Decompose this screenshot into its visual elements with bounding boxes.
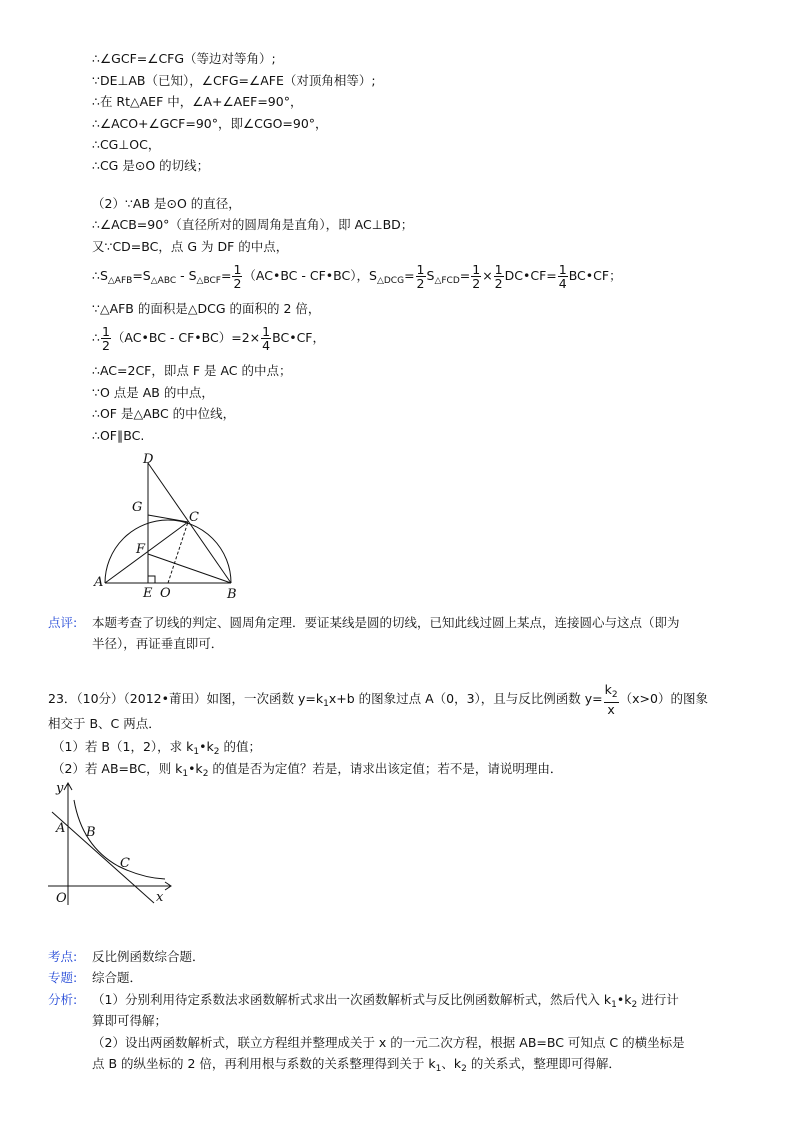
q23-part-2: （2）若 AB=BC，则 $k_1•k_2$ 的值是否为定值？若是，请求出该定值；若不是，请说明理由． (52, 761, 563, 779)
line-oc-dashed (168, 522, 188, 583)
comment-text-1: 本题考查了切线的判定、圆周角定理．要证某线是圆的切线，已知此线过圆上某点，连接圆心与这点（即为 (92, 615, 680, 630)
linear-function-line (52, 812, 154, 903)
zhuanti-text: 综合题． (92, 970, 143, 985)
comment-text-2: 半径），再证垂直即可． (92, 636, 224, 651)
label-f: F (136, 542, 146, 557)
label-o: O (56, 891, 67, 906)
solution2-line-9: ∴OF 是△ABC 的中位线， (92, 406, 236, 421)
solution2-line-1: （2）∵AB 是⊙O 的直径， (92, 196, 241, 211)
label-o: O (160, 586, 171, 601)
label-y: y (56, 781, 64, 796)
q23-line-2: 相交于 B、C 两点． (48, 716, 161, 731)
right-angle-mark (148, 576, 155, 583)
label-c: C (189, 510, 199, 525)
solution2-line-5: ∵△AFB 的面积是△DCG 的面积的 2 倍， (92, 301, 321, 316)
fraction-half: $\frac{1}{2}$ (233, 262, 242, 291)
kaodian-tag: 考点: (48, 949, 78, 964)
fraction-quarter: $\frac{1}{4}$ (558, 262, 567, 291)
double-equation: ∴ $\frac{1}{2}$ （AC•BC - CF•BC）=2× $\frac{1}{4}$ BC•CF， (92, 324, 325, 353)
line-ac (105, 522, 188, 583)
kaodian-text: 反比例函数综合题． (92, 949, 205, 964)
solution2-line-10: ∴OF∥BC. (92, 428, 145, 443)
solution-line-4: ∴∠ACO+∠GCF=90°，即∠CGO=90°， (92, 116, 328, 131)
solution2-line-8: ∵O 点是 AB 的中点， (92, 385, 214, 400)
solution2-line-3: 又∵CD=BC，点 G 为 DF 的中点， (92, 239, 289, 254)
solution-line-2: ∵DE⊥AB（已知），∠CFG=∠AFE（对顶角相等）; (92, 73, 376, 88)
fenxi-part-2-cont: 点 B 的纵坐标的 2 倍，再利用根与系数的关系整理得到关于 $k_1$、$k_2$ 的关系式，整理即可得解． (92, 1056, 621, 1074)
solution-line-3: ∴在 Rt△AEF 中，∠A+∠AEF=90°， (92, 94, 303, 109)
circle-geometry-figure (88, 446, 248, 604)
fraction-k2-over-x: $\frac{k_2}{x}$ (604, 682, 618, 717)
label-a: A (56, 821, 66, 836)
solution2-line-2: ∴∠ACB=90°（直径所对的圆周角是直角），即 AC⊥BD； (92, 217, 414, 232)
line-fb (148, 554, 231, 583)
label-e: E (143, 586, 153, 601)
q23-part-1: （1）若 B（1，2），求 $k_1•k_2$ 的值； (52, 739, 261, 757)
label-x: x (156, 890, 164, 905)
q23-line-1: 23．（10分）（2012•莆田）如图，一次函数 $y=k_1x+b$ 的图象过点 A（0，3），且与反比例函数 y= $\frac{k_2}{x}$ （x>0）的图象 (48, 682, 708, 717)
solution-line-1: ∴∠GCF=∠CFG（等边对等角）; (92, 51, 276, 66)
label-a: A (94, 575, 104, 590)
semicircle-arc (105, 520, 231, 583)
solution2-line-7: ∴AC=2CF，即点 F 是 AC 的中点； (92, 363, 292, 378)
label-c: C (120, 856, 130, 871)
fenxi-tag: 分析: (48, 992, 78, 1007)
fenxi-part-1: （1）分别利用待定系数法求函数解析式求出一次函数解析式与反比例函数解析式，然后代入 $k_1•k_2$ 进行计 (92, 992, 679, 1010)
label-b: B (227, 587, 237, 602)
solution-line-5: ∴CG⊥OC， (92, 137, 161, 152)
fenxi-part-1-cont: 算即可得解； (92, 1013, 168, 1028)
comment-tag-label: 点评: (48, 615, 78, 630)
label-d: D (143, 452, 154, 467)
solution-line-6: ∴CG 是⊙O 的切线； (92, 158, 210, 173)
area-equation: $\therefore S_{\triangle AFB}=S_{\triangle ABC} - S_{\triangle BCF}=$ $\frac{1}{2}$ （AC•BC - CF•BC），$S_{\triangle DCG}=$ $\frac{1}{2}$ $S_{\triangle FCD}=$ $\frac{1}{2}$ × $\frac{1}{2}$ DC•CF= $\frac{1}{4}$ BC•CF； (92, 262, 622, 291)
fenxi-part-2: （2）设出两函数解析式，联立方程组并整理成关于 x 的一元二次方程，根据 AB=BC 可知点 C 的横坐标是 (92, 1035, 685, 1050)
label-g: G (132, 500, 143, 515)
zhuanti-tag: 专题: (48, 970, 78, 985)
function-graph-figure (44, 778, 179, 906)
label-b: B (86, 825, 96, 840)
